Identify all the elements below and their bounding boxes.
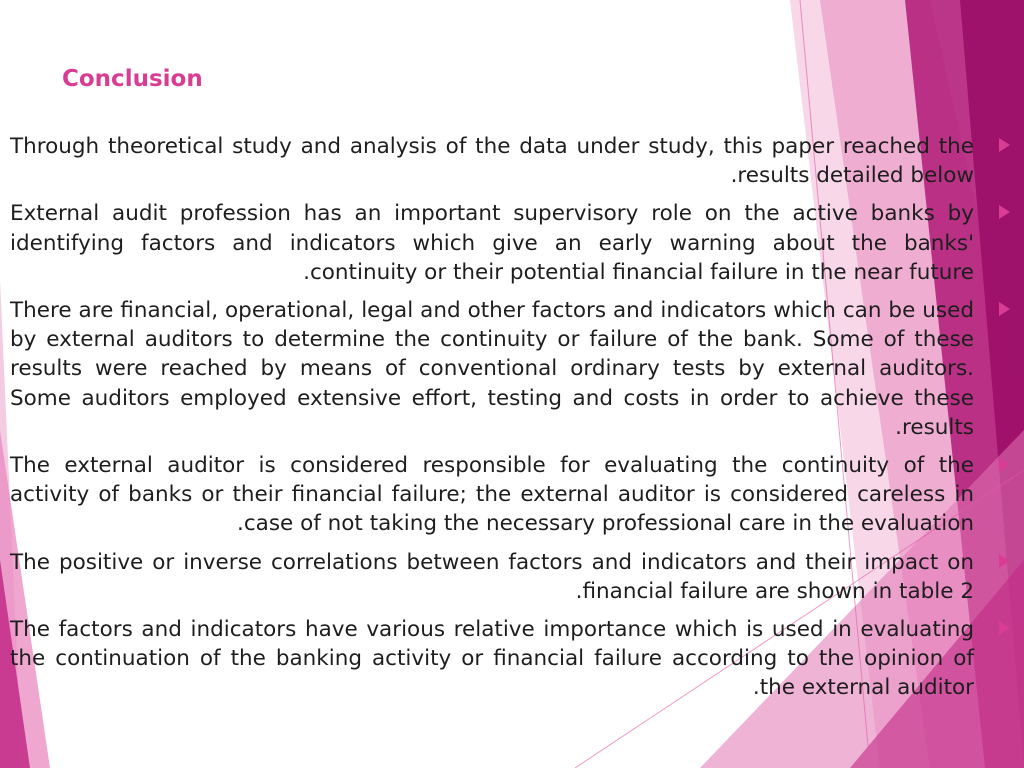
list-item-text: The external auditor is considered responsible for evaluating the continuity of the activity of banks or their financial failure; the external auditor is considered careless in case of not taking the necessary professional care in the evaluation.	[10, 453, 974, 537]
list-item	[10, 296, 974, 442]
list-item-text: The factors and indicators have various relative importance which is used in evaluating the continuation of the banking activity or financial failure according to the opinion of the external auditor.	[10, 617, 974, 701]
triangle-bullet-icon	[999, 205, 1010, 219]
triangle-bullet-icon	[999, 554, 1010, 568]
triangle-bullet-icon	[999, 457, 1010, 471]
list-item-text: Through theoretical study and analysis of the data under study, this paper reached the results detailed below.	[10, 134, 974, 189]
conclusion-list	[10, 132, 974, 712]
list-item-text: The positive or inverse correlations between factors and indicators and their impact on financial failure are shown in table 2.	[10, 549, 974, 604]
slide-title: Conclusion	[62, 66, 203, 92]
list-item	[10, 199, 974, 287]
triangle-bullet-icon	[999, 138, 1010, 152]
list-item-text: External audit profession has an important supervisory role on the active banks by identifying factors and indicators which give an early warning about the banks' continuity or their potential financial failure in the near future.	[10, 201, 974, 285]
list-item	[10, 615, 974, 703]
list-item	[10, 132, 974, 190]
list-item	[10, 548, 974, 606]
list-item	[10, 451, 974, 539]
list-item-text: There are financial, operational, legal and other factors and indicators which can be used by external auditors to determine the continuity or failure of the bank. Some of these results were reached by means of conventional ordinary tests by external auditors. Some auditors employed extensive effort, testing and costs in order to achieve these results.	[10, 298, 974, 440]
triangle-bullet-icon	[999, 621, 1010, 635]
triangle-bullet-icon	[999, 302, 1010, 316]
